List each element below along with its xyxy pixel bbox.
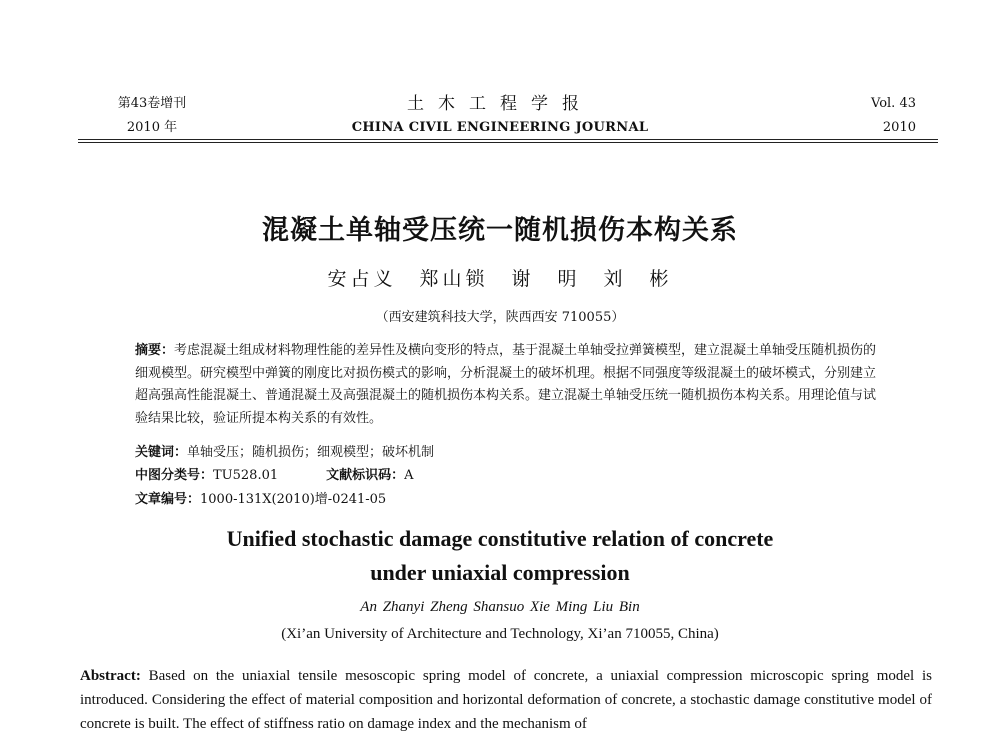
volume-info-en xyxy=(836,92,916,140)
article-number-value: 1000-131X(2010)增-0241-05 xyxy=(200,492,387,507)
article-number-label: 文章编号： xyxy=(135,492,201,507)
keywords xyxy=(135,443,434,463)
abstract-en xyxy=(80,664,932,736)
title-en xyxy=(0,522,1000,590)
classification xyxy=(135,466,414,486)
affiliation-en: (Xi’an University of Architecture and Technology, Xi’an 710055, China) xyxy=(281,626,719,642)
header-rule-top xyxy=(78,139,938,140)
journal-name xyxy=(340,92,660,140)
doc-code-value: A xyxy=(404,468,414,483)
year-label: 2010 年 xyxy=(126,120,178,135)
journal-name-cn: 土木工程学报 xyxy=(407,94,593,114)
volume-label: 第43卷增刊 xyxy=(117,96,187,111)
authors-en: An Zhanyi Zheng Shansuo Xie Ming Liu Bin xyxy=(360,599,640,615)
keywords-text: 单轴受压；随机损伤；细观模型；破坏机制 xyxy=(187,445,435,460)
volume-issue xyxy=(92,92,212,140)
year-en: 2010 xyxy=(882,120,916,135)
abstract-en-label: Abstract: xyxy=(80,668,141,684)
title-en-line2: under uniaxial compression xyxy=(370,560,630,585)
title-en-line1: Unified stochastic damage constitutive relation of concrete xyxy=(226,526,774,551)
abstract-en-text: Based on the uniaxial tensile mesoscopic spring model of concrete, a uniaxial compression microscopic spring model is introduced. Considering the effect of material composition and horizontal deformation of concrete, a stochastic damage constitutive model of concrete is built. The effect of stiffness ratio on damage index and the mechanism of xyxy=(80,668,932,732)
keywords-label: 关键词： xyxy=(135,445,188,460)
authors-cn: 安占义 郑山锁 谢 明 刘 彬 xyxy=(327,268,673,290)
title-cn: 混凝土单轴受压统一随机损伤本构关系 xyxy=(262,215,738,246)
article-number xyxy=(135,490,386,510)
doc-code-label: 文献标识码： xyxy=(326,468,405,483)
abstract-cn xyxy=(135,340,880,430)
clc-value: TU528.01 xyxy=(213,468,279,483)
header-rule-bottom xyxy=(78,142,938,143)
abstract-cn-text: 考虑混凝土组成材料物理性能的差异性及横向变形的特点，基于混凝土单轴受拉弹簧模型，建立混凝土单轴受压随机损伤的细观模型。研究模型中弹簧的刚度比对损伤模式的影响，分析混凝土的破坏机理。根据不同强度等级混凝土的破坏模式，分别建立超高强高性能混凝土、普通混凝土及高强混凝土的随机损伤本构关系。建立混凝土单轴受压统一随机损伤本构关系。用理论值与试验结果比较，验证所提本构关系的有效性。 xyxy=(135,343,877,426)
abstract-cn-label: 摘要： xyxy=(135,343,175,358)
clc-label: 中图分类号： xyxy=(135,468,214,483)
volume-en: Vol. 43 xyxy=(871,96,916,111)
journal-name-en: CHINA CIVIL ENGINEERING JOURNAL xyxy=(351,120,649,135)
affiliation-cn: （西安建筑科技大学，陕西西安 710055） xyxy=(375,310,625,325)
